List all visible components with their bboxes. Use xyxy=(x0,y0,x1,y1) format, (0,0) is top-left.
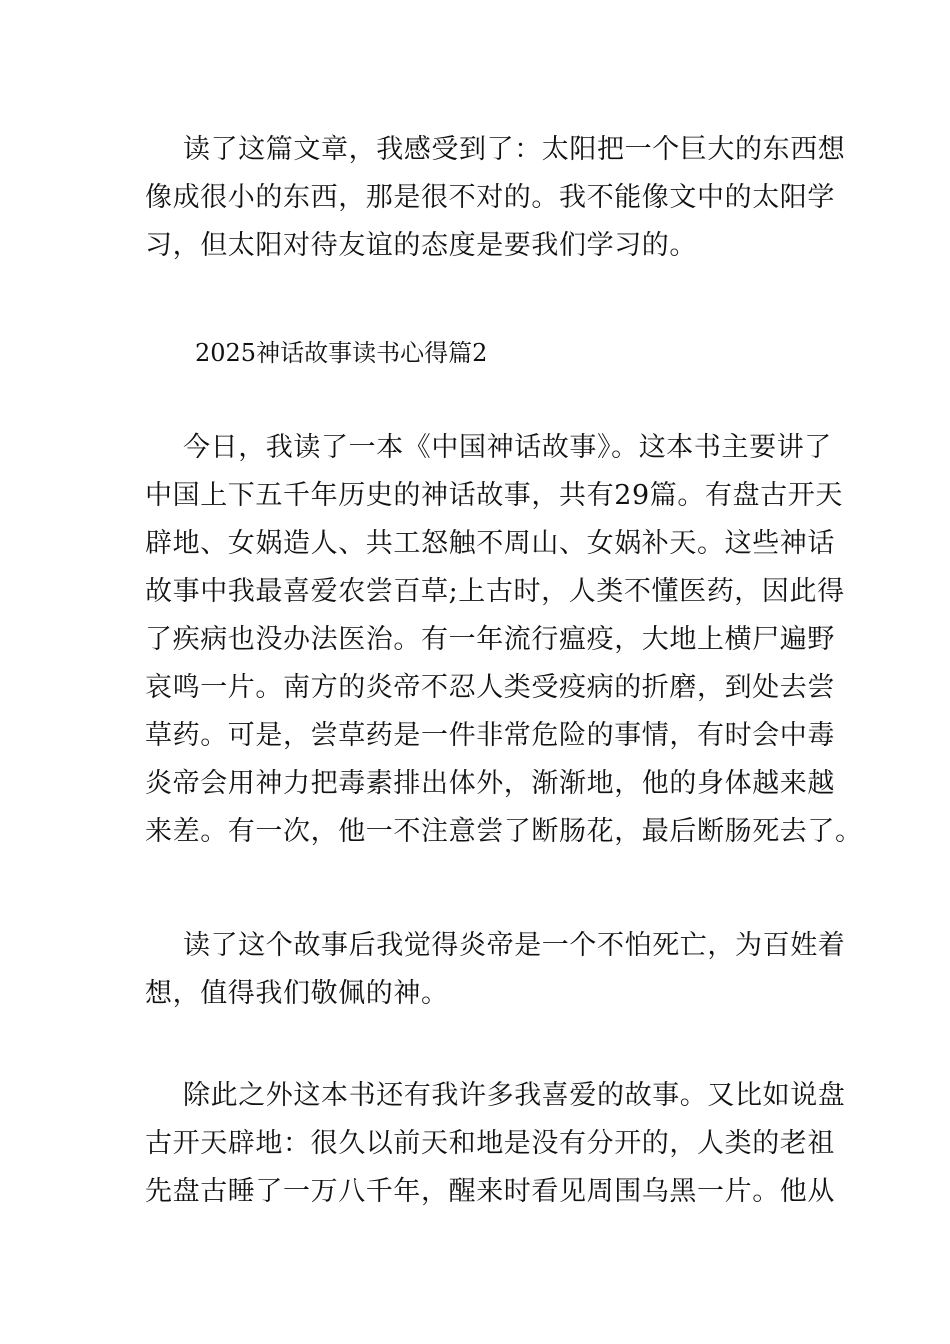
paragraph-line: 中国上下五千年历史的神话故事，共有29篇。有盘古开天 xyxy=(145,480,843,511)
paragraph-line: 习，但太阳对待友谊的态度是要我们学习的。 xyxy=(145,230,697,261)
paragraph-line: 今日，我读了一本《中国神话故事》。这本书主要讲了 xyxy=(183,432,832,463)
paragraph-3 xyxy=(145,922,846,1018)
paragraph-line: 来差。有一次，他一不注意尝了断肠花，最后断肠死去了。 xyxy=(145,816,863,847)
paragraph-line: 先盘古睡了一万八千年，醒来时看见周围乌黑一片。他从 xyxy=(145,1176,835,1207)
paragraph-line: 草药。可是，尝草药是一件非常危险的事情，有时会中毒 xyxy=(145,720,835,751)
paragraph-line: 炎帝会用神力把毒素排出体外，渐渐地，他的身体越来越 xyxy=(145,768,835,799)
paragraph-line: 辟地、女娲造人、共工怒触不周山、女娲补天。这些神话 xyxy=(145,528,835,559)
paragraph-1 xyxy=(145,126,846,270)
paragraph-4 xyxy=(145,1072,846,1216)
paragraph-line: 哀鸣一片。南方的炎帝不忍人类受疫病的折磨，到处去尝 xyxy=(145,672,835,703)
paragraph-line: 想，值得我们敬佩的神。 xyxy=(145,978,449,1009)
paragraph-2 xyxy=(145,424,863,856)
paragraph-line: 古开天辟地：很久以前天和地是没有分开的，人类的老祖 xyxy=(145,1128,835,1159)
paragraph-line: 除此之外这本书还有我许多我喜爱的故事。又比如说盘 xyxy=(183,1080,846,1111)
paragraph-line: 像成很小的东西，那是很不对的。我不能像文中的太阳学 xyxy=(145,182,835,213)
paragraph-line: 读了这篇文章，我感受到了：太阳把一个巨大的东西想 xyxy=(183,134,846,165)
paragraph-line: 读了这个故事后我觉得炎帝是一个不怕死亡，为百姓着 xyxy=(183,930,846,961)
paragraph-line: 故事中我最喜爱农尝百草;上古时，人类不懂医药，因此得 xyxy=(145,576,845,607)
section-heading: 2025神话故事读书心得篇2 xyxy=(195,339,488,367)
paragraph-line: 了疾病也没办法医治。有一年流行瘟疫，大地上横尸遍野 xyxy=(145,624,835,655)
